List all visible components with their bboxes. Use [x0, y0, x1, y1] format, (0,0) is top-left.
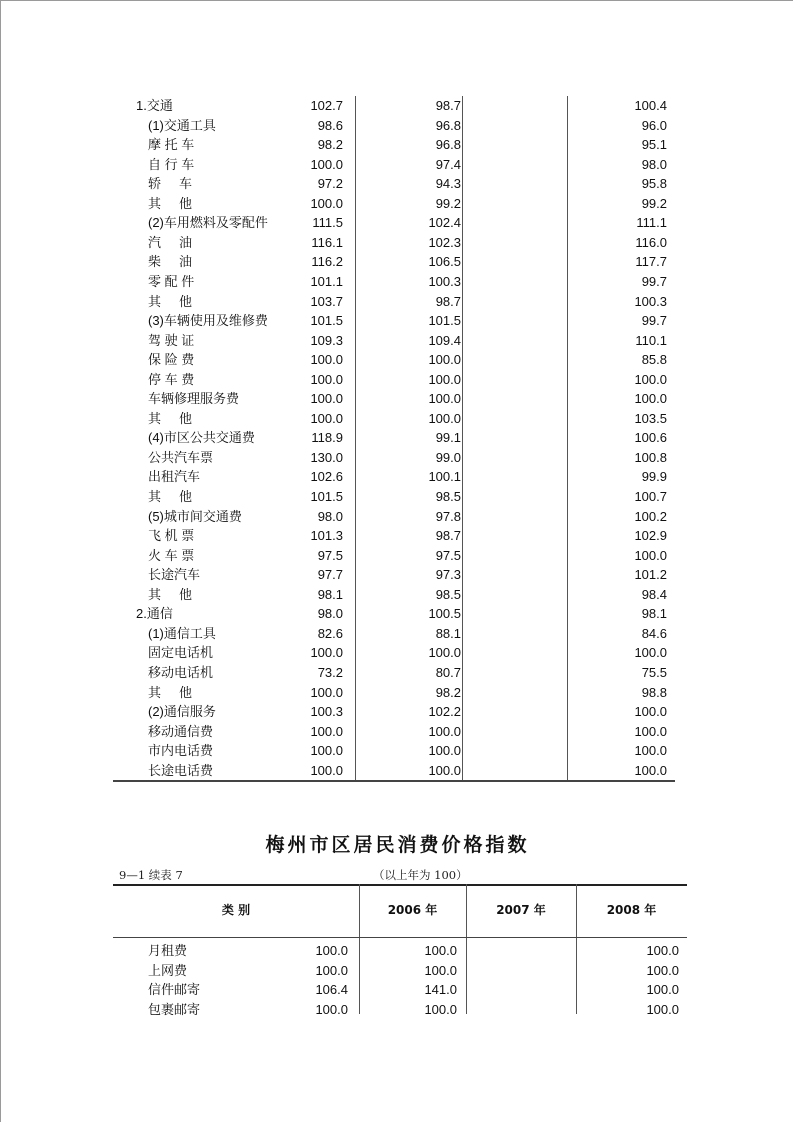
row-label: (2)通信服务	[148, 704, 216, 720]
value-2006: 97.2	[317, 176, 343, 192]
row-label: 移动通信费	[148, 723, 214, 739]
value-2007: 102.2	[428, 704, 461, 720]
base-year-note: （以上年为 100）	[373, 868, 468, 882]
value-2006: 100.0	[310, 195, 343, 211]
value-2006: 116.2	[311, 254, 343, 270]
row-label: (1)交通工具	[148, 117, 216, 133]
table-row	[113, 604, 675, 624]
value-2008: 100.0	[634, 704, 667, 720]
row-label: 飞 机 票	[148, 528, 195, 544]
value-2007: 96.8	[435, 117, 461, 133]
value-2007: 98.2	[435, 684, 461, 700]
value-2008: 98.4	[641, 586, 667, 602]
value-2008: 110.1	[635, 332, 667, 348]
value-2006: 98.6	[317, 117, 343, 133]
header-category: 类 别	[221, 903, 251, 917]
value-2006: 98.0	[317, 508, 343, 524]
value-2008: 100.0	[634, 743, 667, 759]
value-2006: 100.0	[310, 762, 343, 778]
table-row	[113, 233, 675, 253]
value-2008: 98.0	[641, 156, 667, 172]
price-index-table-continued	[113, 96, 675, 781]
value-2006: 118.9	[311, 430, 343, 446]
value-2006: 100.0	[310, 352, 343, 368]
table-row	[113, 683, 675, 703]
value-2008: 98.1	[641, 606, 667, 622]
value-2007: 100.0	[428, 352, 461, 368]
value-2008: 100.7	[634, 489, 667, 504]
value-2006: 100.0	[310, 743, 343, 759]
value-2008: 100.8	[634, 449, 667, 465]
value-2007: 100.0	[424, 943, 457, 958]
value-2007: 98.5	[435, 489, 461, 504]
value-2008: 100.0	[634, 371, 667, 387]
table-row	[113, 585, 675, 605]
table-row	[113, 980, 687, 1000]
value-2007: 99.0	[435, 449, 461, 465]
table-row	[113, 722, 675, 742]
value-2008: 101.2	[634, 567, 667, 583]
table-row	[113, 741, 675, 761]
table-row	[113, 507, 675, 527]
row-label: 零 配 件	[148, 273, 195, 289]
row-label: 柴 油	[148, 254, 193, 270]
value-2008: 100.0	[646, 943, 679, 958]
value-2006: 82.6	[317, 625, 343, 641]
value-2007: 106.5	[428, 254, 461, 270]
value-2007: 100.0	[428, 743, 461, 759]
table-row	[113, 761, 675, 781]
table-row	[113, 135, 675, 155]
table-row	[113, 643, 675, 663]
header-2006: 2006 年	[387, 903, 438, 917]
row-label: 包裹邮寄	[148, 1001, 201, 1017]
row-label: (3)车辆使用及维修费	[148, 313, 268, 329]
value-2008: 75.5	[641, 664, 667, 680]
value-2006: 103.7	[310, 293, 343, 309]
value-2008: 100.0	[634, 762, 667, 778]
row-label: 其 他	[148, 489, 193, 504]
value-2006: 100.0	[315, 1001, 348, 1017]
value-2008: 116.0	[635, 234, 667, 250]
value-2006: 101.5	[310, 313, 343, 329]
row-label: 停 车 费	[148, 371, 195, 387]
value-2007: 94.3	[435, 176, 461, 192]
value-2008: 100.0	[634, 391, 667, 407]
value-2006: 101.1	[310, 273, 343, 289]
value-2007: 100.3	[428, 273, 461, 289]
row-label: 固定电话机	[148, 645, 214, 661]
row-label: (5)城市间交通费	[148, 508, 242, 524]
table-row	[113, 624, 675, 644]
table-bottom-rule	[113, 780, 675, 782]
table-row	[113, 663, 675, 683]
value-2006: 102.6	[310, 469, 343, 485]
value-2008: 96.0	[641, 117, 667, 133]
value-2006: 100.0	[310, 645, 343, 661]
value-2006: 100.0	[315, 943, 348, 958]
page-title: 梅州市区居民消费价格指数	[265, 834, 530, 856]
value-2007: 100.0	[424, 962, 457, 978]
value-2007: 100.0	[428, 723, 461, 739]
row-label: 长途电话费	[148, 762, 214, 778]
value-2007: 98.7	[435, 528, 461, 544]
table-row	[113, 370, 675, 390]
table-row	[113, 565, 675, 585]
value-2007: 100.0	[428, 391, 461, 407]
header-2007: 2007 年	[496, 903, 546, 917]
value-2008: 95.1	[641, 137, 667, 153]
value-2008: 100.0	[634, 645, 667, 661]
table-row	[113, 961, 687, 981]
value-2006: 111.5	[312, 215, 343, 231]
row-label: 其 他	[148, 410, 193, 426]
table-number: 9—1 续表 7	[119, 868, 183, 882]
table-row	[113, 252, 675, 272]
value-2007: 97.5	[435, 547, 461, 563]
value-2008: 100.3	[634, 293, 667, 309]
row-label: 2.通信	[136, 606, 173, 622]
table-row	[113, 941, 687, 961]
value-2008: 100.0	[646, 982, 679, 998]
value-2008: 99.9	[641, 469, 667, 485]
value-2008: 99.7	[641, 273, 667, 289]
row-label: 1.交通	[136, 98, 173, 113]
value-2008: 85.8	[641, 352, 667, 368]
row-label: 移动电话机	[148, 664, 214, 680]
row-label: 出租汽车	[148, 469, 201, 485]
row-label: (1)通信工具	[148, 625, 216, 641]
value-2008: 117.7	[635, 254, 667, 270]
value-2007: 100.5	[428, 606, 461, 622]
value-2007: 99.2	[435, 195, 461, 211]
row-label: 汽 油	[148, 234, 193, 250]
value-2006: 102.7	[310, 98, 343, 113]
value-2008: 100.0	[646, 962, 679, 978]
value-2006: 100.0	[310, 684, 343, 700]
header-2008: 2008 年	[606, 903, 657, 917]
price-index-table	[113, 884, 687, 1017]
value-2006: 116.1	[311, 234, 343, 250]
value-2006: 101.5	[310, 489, 343, 504]
value-2006: 98.2	[317, 137, 343, 153]
value-2007: 141.0	[424, 982, 457, 998]
row-label: 驾 驶 证	[148, 332, 195, 348]
value-2008: 99.7	[641, 313, 667, 329]
value-2007: 98.5	[435, 586, 461, 602]
value-2006: 100.0	[310, 156, 343, 172]
table-row	[113, 155, 675, 175]
value-2008: 99.2	[641, 195, 667, 211]
table-row	[113, 292, 675, 312]
table-row	[113, 1000, 687, 1020]
value-2006: 97.7	[317, 567, 343, 583]
table-row	[113, 331, 675, 351]
value-2006: 101.3	[310, 528, 343, 544]
value-2006: 100.0	[310, 410, 343, 426]
value-2006: 100.0	[310, 391, 343, 407]
row-label: 轿 车	[148, 176, 193, 192]
table-row	[113, 526, 675, 546]
row-label: 月租费	[148, 943, 188, 958]
value-2007: 101.5	[428, 313, 461, 329]
value-2006: 109.3	[310, 332, 343, 348]
value-2007: 88.1	[435, 625, 461, 641]
value-2007: 80.7	[435, 664, 461, 680]
value-2008: 100.0	[646, 1001, 679, 1017]
value-2007: 109.4	[428, 332, 461, 348]
value-2006: 98.0	[317, 606, 343, 622]
row-label: (4)市区公共交通费	[148, 430, 255, 446]
value-2006: 106.4	[315, 982, 348, 998]
value-2007: 97.3	[435, 567, 461, 583]
value-2008: 98.8	[641, 684, 667, 700]
row-label: 其 他	[148, 586, 193, 602]
table-row	[113, 428, 675, 448]
row-label: 市内电话费	[148, 743, 214, 759]
row-label: 公共汽车票	[148, 449, 214, 465]
value-2008: 100.0	[634, 723, 667, 739]
row-label: 信件邮寄	[148, 982, 201, 998]
row-label: 其 他	[148, 293, 193, 309]
table-row	[113, 194, 675, 214]
value-2007: 100.0	[428, 371, 461, 387]
value-2007: 100.0	[428, 762, 461, 778]
value-2008: 102.9	[634, 528, 667, 544]
row-label: 车辆修理服务费	[148, 391, 240, 407]
value-2007: 100.0	[424, 1001, 457, 1017]
table-row	[113, 448, 675, 468]
value-2008: 95.8	[641, 176, 667, 192]
table-row	[113, 546, 675, 566]
row-label: (2)车用燃料及零配件	[148, 215, 268, 231]
value-2007: 100.0	[428, 410, 461, 426]
table-row	[113, 116, 675, 136]
value-2008: 100.2	[634, 508, 667, 524]
value-2007: 97.8	[435, 508, 461, 524]
table-row	[113, 350, 675, 370]
value-2006: 100.0	[310, 371, 343, 387]
row-label: 其 他	[148, 684, 193, 700]
row-label: 摩 托 车	[148, 137, 195, 153]
value-2007: 97.4	[435, 156, 461, 172]
header-rule	[113, 937, 687, 938]
table-row	[113, 409, 675, 429]
value-2008: 84.6	[641, 625, 667, 641]
value-2008: 100.4	[634, 98, 667, 113]
value-2007: 100.1	[428, 469, 461, 485]
value-2006: 130.0	[310, 449, 343, 465]
row-label: 火 车 票	[148, 547, 195, 563]
value-2006: 100.0	[310, 723, 343, 739]
value-2007: 98.7	[435, 293, 461, 309]
value-2006: 98.1	[317, 586, 343, 602]
table-row	[113, 96, 675, 116]
value-2006: 100.0	[315, 962, 348, 978]
value-2007: 102.3	[428, 234, 461, 250]
value-2008: 103.5	[634, 410, 667, 426]
table-row	[113, 702, 675, 722]
value-2007: 102.4	[428, 215, 461, 231]
value-2007: 100.0	[428, 645, 461, 661]
table-row	[113, 311, 675, 331]
table-row	[113, 174, 675, 194]
row-label: 上网费	[148, 962, 188, 978]
value-2007: 96.8	[435, 137, 461, 153]
value-2007: 99.1	[435, 430, 461, 446]
table-row	[113, 467, 675, 487]
value-2008: 111.1	[636, 215, 667, 231]
value-2007: 98.7	[435, 98, 461, 113]
row-label: 其 他	[148, 195, 193, 211]
table-row	[113, 487, 675, 507]
row-label: 保 险 费	[148, 352, 195, 368]
row-label: 长途汽车	[148, 567, 201, 583]
value-2008: 100.6	[634, 430, 667, 446]
table-row	[113, 213, 675, 233]
value-2006: 73.2	[317, 664, 343, 680]
table-row	[113, 272, 675, 292]
row-label: 自 行 车	[148, 156, 195, 172]
value-2008: 100.0	[634, 547, 667, 563]
value-2006: 97.5	[317, 547, 343, 563]
value-2006: 100.3	[310, 704, 343, 720]
table-row	[113, 389, 675, 409]
